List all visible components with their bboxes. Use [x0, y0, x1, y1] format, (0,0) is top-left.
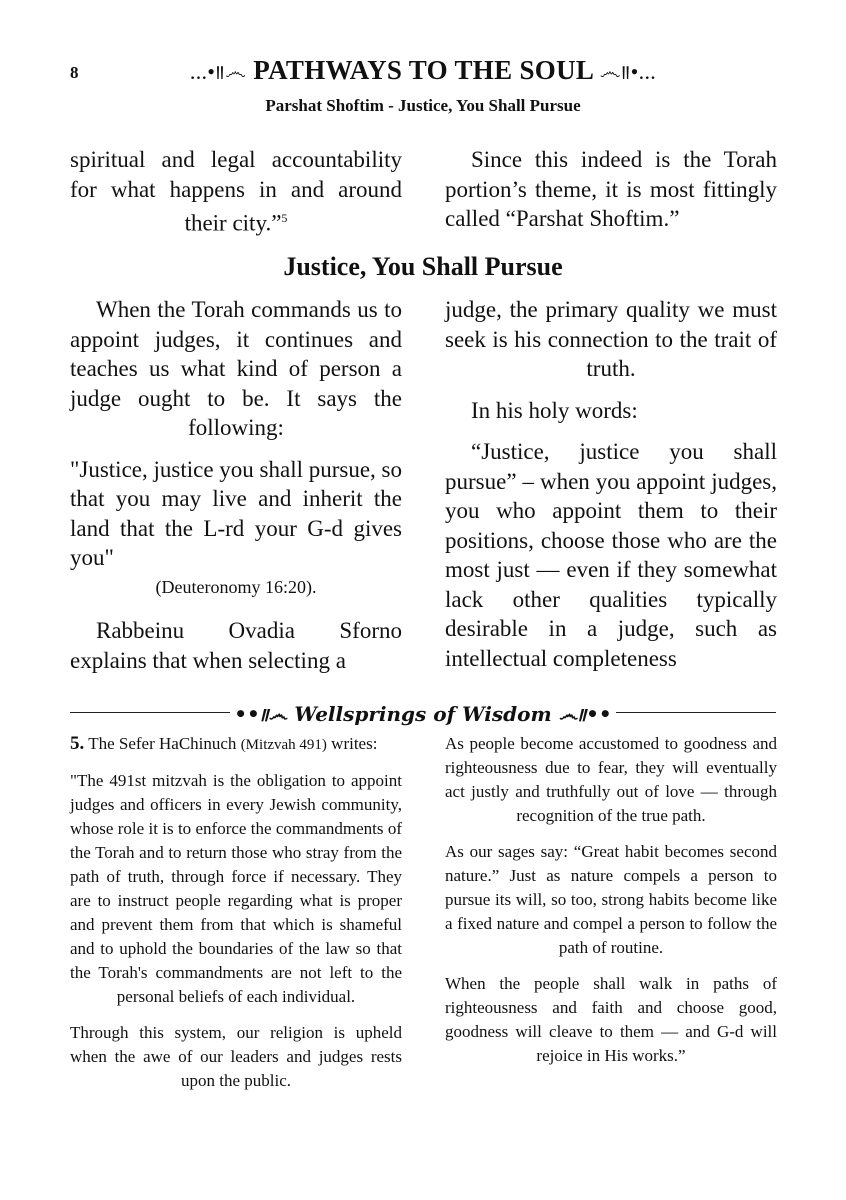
main-right-column [445, 295, 777, 685]
footnote-paragraph: When the people shall walk in paths of righteousness and faith and choose good, goodness will cleave to them — and G-d will rejoice in His works.” [445, 974, 777, 1065]
paragraph: Since this indeed is the Torah portion’s theme, it is most fittingly called “Parshat Shoftim.” [445, 147, 777, 231]
paragraph: Rabbeinu Ovadia Sforno explains that when selecting a [70, 618, 402, 673]
ornament-right-icon: ෴᰼•• [558, 702, 612, 726]
footnote-paragraph: Through this system, our religion is upheld when the awe of our leaders and judges rests upon the public. [70, 1023, 402, 1090]
chapter-subtitle: Parshat Shoftim - Justice, You Shall Pursue [265, 96, 581, 115]
scripture-quote: "Justice, justice you shall pursue, so that you may live and inherit the land that the L-rd your G-d gives you" [70, 456, 402, 570]
footnote-source-verb: writes: [331, 734, 378, 753]
footnote-paragraph: As our sages say: “Great habit becomes second nature.” Just as nature compels a person to pursue its will, so too, strong habits become like a fixed nature and compel a person to follow the path of routine. [445, 842, 777, 957]
footnote-right-column [445, 732, 777, 1080]
book-title-text: PATHWAYS TO THE SOUL [253, 55, 593, 85]
footnote-source-ref: (Mitzvah 491) [240, 737, 327, 753]
main-left-column [70, 295, 402, 687]
top-left-column [70, 145, 402, 250]
page-header [0, 55, 846, 95]
paragraph: In his holy words: [471, 397, 638, 423]
footnote-marker[interactable]: 5 [281, 211, 288, 225]
divider-label [70, 700, 776, 730]
divider-title: Wellsprings of Wisdom [294, 702, 552, 726]
page-number: 8 [70, 63, 79, 82]
paragraph: judge, the primary quality we must seek is his connection to the trait of truth. [445, 297, 777, 381]
ornament-left-icon: ...•᰼෴ [189, 59, 247, 84]
scripture-citation: (Deuteronomy 16:20). [155, 576, 317, 597]
paragraph-text: spiritual and legal accountability for what happens in and around their city.” [70, 147, 402, 236]
footnote-paragraph: "The 491st mitzvah is the obligation to appoint judges and officers in every Jewish community, whose role it is to enforce the commandments of the Torah and to return those who stray from the path of truth, through force if necessary. They are to instruct people regarding what is proper and prevent them from that which is shameful and to uphold the boundaries of the law so that the Torah's commandments are not left to the personal beliefs of each individual. [70, 771, 402, 1006]
book-title [0, 55, 846, 89]
ornament-left-icon: ••᰼෴ [234, 702, 288, 726]
footnote-left-column [70, 732, 402, 1105]
paragraph: “Justice, justice you shall pursue” – when you appoint judges, you who appoint them to their positions, choose those who are the most just — even if they somewhat lack other qualities typically desirable in a judge, such as intellectual completeness [445, 439, 777, 671]
footnote-source: The Sefer HaChinuch [88, 734, 237, 753]
footnotes-divider [70, 700, 776, 726]
footnote-paragraph: As people become accustomed to goodness and righteousness due to fear, they will eventually act justly and truthfully out of love — through recognition of the true path. [445, 734, 777, 825]
footnote-intro [70, 732, 402, 757]
section-title: Justice, You Shall Pursue [283, 252, 563, 281]
paragraph: When the Torah commands us to appoint judges, it continues and teaches us what kind of person a judge ought to be. It says the following: [70, 297, 402, 440]
footnote-number: 5. [70, 733, 85, 754]
paragraph [70, 145, 402, 238]
ornament-right-icon: ෴᰼•... [599, 59, 657, 84]
top-right-column [445, 145, 777, 246]
